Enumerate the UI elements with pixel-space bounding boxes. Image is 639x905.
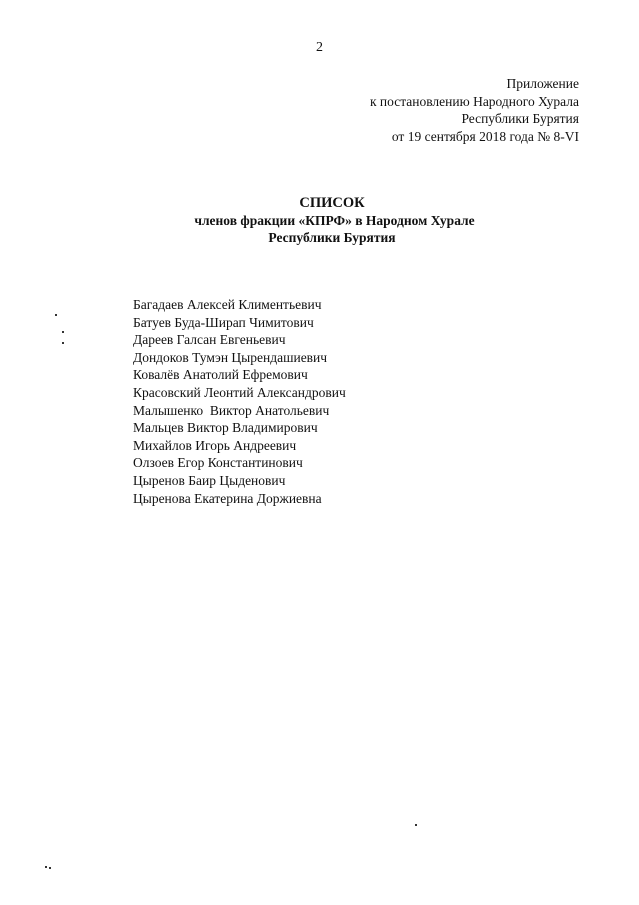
list-item: Мальцев Виктор Владимирович [133, 420, 318, 436]
list-item: Михайлов Игорь Андреевич [133, 437, 297, 453]
appendix-header [370, 75, 579, 145]
title-main: СПИСОК [299, 195, 365, 211]
list-item: Батуев Буда-Ширап Чимитович [133, 314, 314, 330]
appendix-republic: Республики Бурятия [461, 111, 579, 126]
scan-speck [49, 867, 51, 869]
scan-speck [415, 824, 417, 826]
appendix-date-number: от 19 сентября 2018 года № 8-VI [391, 128, 579, 144]
list-item: Цыренов Баир Цыденович [133, 472, 286, 488]
appendix-resolution: к постановлению Народного Хурала [369, 93, 579, 109]
list-item: Красовский Леонтий Александрович [133, 384, 346, 400]
scan-speck [45, 866, 47, 868]
scan-speck [62, 342, 64, 344]
list-item: Дондоков Тумэн Цырендашиевич [133, 349, 328, 365]
members-list [133, 296, 346, 507]
title-subtitle-line1: членов фракции «КПРФ» в Народном Хурале [194, 213, 475, 228]
list-item: Цыренова Екатерина Доржиевна [133, 490, 322, 506]
scan-speck [55, 314, 57, 316]
list-item: Дареев Галсан Евгеньевич [133, 332, 286, 348]
page-number: 2 [316, 40, 323, 55]
scan-speck [62, 331, 64, 333]
list-item: Олзоев Егор Константинович [133, 455, 303, 471]
list-item: Ковалёв Анатолий Ефремович [133, 367, 308, 383]
list-item: Малышенко Виктор Анатольевич [133, 402, 330, 418]
title-subtitle-line2: Республики Бурятия [268, 230, 396, 245]
list-item: Багадаев Алексей Климентьевич [133, 297, 322, 312]
document-title [0, 194, 639, 246]
appendix-label: Приложение [506, 76, 579, 91]
